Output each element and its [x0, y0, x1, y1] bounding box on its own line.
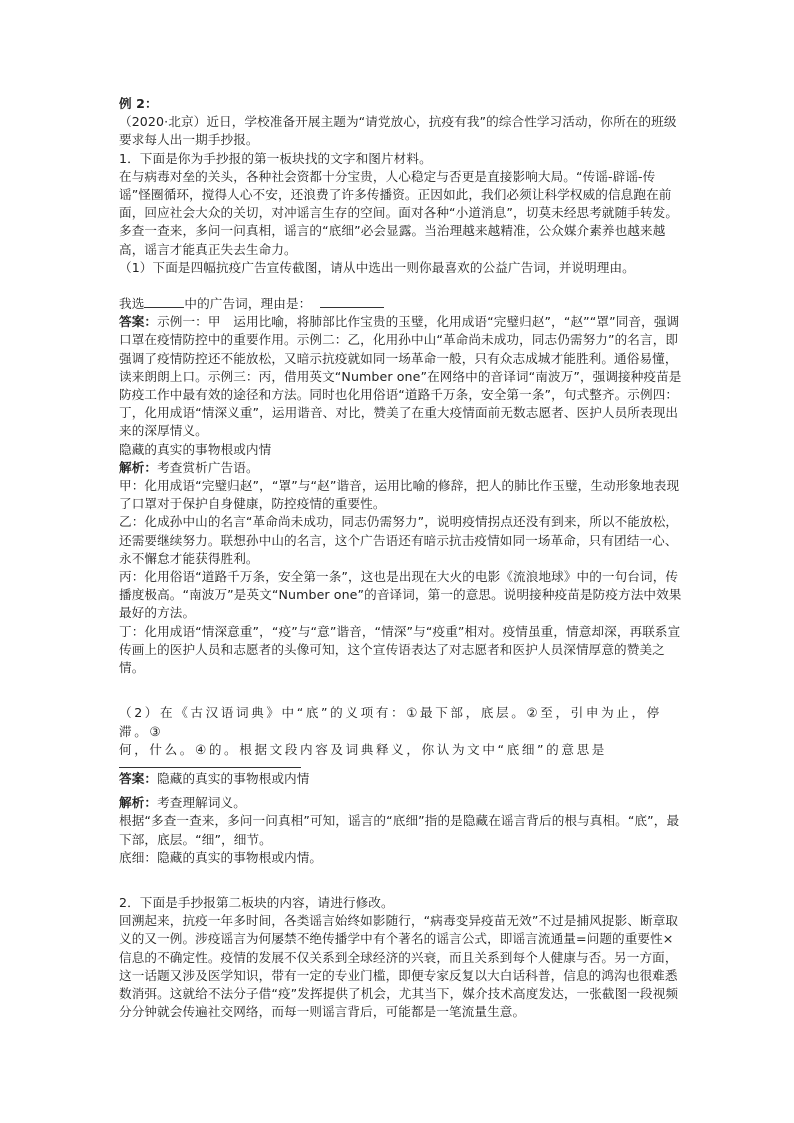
question-2-passage: 回溯起来，抗疫一年多时间，各类谣言始终如影随行，“病毒变异疫苗无效”不过是捕风捉影、断章取义的又一例。涉疫谣言为何屡禁不绝传播学中有个著名的谣言公式，即谣言流通量=问题的重要性×信息的不确定性。疫情的发展不仅关系到全球经济的兴衰，而且关系到每个人健康与否。另一方面，这一话题又涉及医学知识，带有一定的专业门槛，即便专家反复以大白话科普，信息的鸿沟也很难悉数消弭。这就给不法分子借“疫”发挥提供了机会，尤其当下，媒介技术高度发达，一张截图一段视频分分钟就会传遍社交网络，而每一则谣言背后，可能都是一笔流量生意。	[119, 913, 679, 1020]
sub-1-answer-extra: 隐藏的真实的事物根或内情	[119, 441, 272, 457]
answer-text: 示例一：甲 运用比喻，将肺部比作宝贵的玉璧，化用成语“完璧归赵”，“赵”“罩”同音，强调口罩在疫情防控中的重要作用。示例二：乙，化用孙中山“革命尚未成功，同志仍需努力”的名言，即强调了疫情防控还不能放松，又暗示抗疫就如同一场革命一般，只有众志成城才能胜利。通俗易懂，读来朗朗上口。示例三：丙，借用英文“Number one”在网络中的音译词“南波万”，强调接种疫苗是防疫工作中最有效的途径和方法。同时也化用俗语“道路千万条，安全第一条”，句式整齐。示例四：丁，化用成语“情深义重”，运用谐音、对比，赞美了在重大疫情面前无数志愿者、医护人员所表现出来的深厚情义。	[119, 314, 682, 439]
question-1-heading: 1．下面是你为手抄报的第一板块找的文字和图片材料。	[119, 150, 432, 166]
analysis-item-jia: 甲：化用成语“完璧归赵”，“罩”与“赵”谐音，运用比喻的修辞，把人的肺比作玉璧，生动形象地表现了口罩对于保护自身健康，防控疫情的重要性。	[119, 478, 680, 512]
choice-blank[interactable]	[144, 295, 184, 308]
sub-2-answer	[119, 770, 682, 788]
answer-label: 答案：	[119, 770, 158, 786]
fill-in-line	[119, 295, 682, 313]
analysis-item-yi: 乙：化成孙中山的名言“革命尚未成功，同志仍需努力”，说明疫情拐点还没有到来，所以不能放松，还需要继续努力。联想孙中山的名言，这个广告语还有暗示抗击疫情如同一场革命，只有团结一心、永不懈怠才能获得胜利。	[119, 514, 679, 566]
question-2-heading: 2．下面是手抄报第二板块的内容，请进行修改。	[119, 894, 394, 910]
answer-text: 隐藏的真实的事物根或内情	[157, 770, 310, 786]
sub-question-2-line-1: （2）在《古汉语词典》中“底”的义项有：①最下部，底层。②至，引申为止，停滞。③	[119, 705, 662, 739]
analysis-item-bing: 丙：化用俗语“道路千万条，安全第一条”，这也是出现在大火的电影《流浪地球》中的一句台词，传播度极高。“南波万”是英文“Number one”的音译词，第一的意思。说明接种疫苗是防疫方法中效果最好的方法。	[119, 569, 682, 621]
analysis-intro: 考查理解词义。	[157, 795, 246, 811]
answer-blank-line[interactable]	[119, 759, 301, 768]
document-page	[119, 95, 682, 1021]
answer-label: 答案：	[119, 314, 158, 330]
sub-question-1: （1）下面是四幅抗疫广告宣传截图，请从中选出一则你最喜欢的公益广告词，并说明理由。	[119, 259, 635, 275]
sub-question-2-line-2: 何，什么。④的。根据文段内容及词典释义，你认为文中“底细”的意思是	[119, 741, 607, 757]
sub-2-analysis-text: 根据“多查一查来，多问一问真相”可知，谣言的“底细”指的是隐藏在谣言背后的根与真相。“底”，最下部，底层。“细”，细节。	[119, 813, 680, 847]
sub-2-conclusion: 底细：隐藏的真实的事物根或内情。	[119, 849, 323, 865]
reason-blank[interactable]	[320, 295, 384, 308]
question-1-passage: 在与病毒对垒的关头，各种社会资都十分宝贵，人心稳定与否更是直接影响大局。“传谣-辟谣-传谣”怪圈循环，搅得人心不安，还浪费了许多传播资。正因如此，我们必须让科学权威的信息跑在前面，回应社会大众的关切，对冲谣言生存的空间。面对各种“小道消息”，切莫未经思考就随手转发。多查一查来，多问一问真相，谣言的“底细”必会显露。当治理越来越精准，公众媒介素养也越来越高，谣言才能真正失去生命力。	[119, 168, 679, 257]
analysis-intro: 考查赏析广告语。	[157, 459, 259, 475]
fill-mid: 中的广告词，理由是：	[184, 296, 312, 312]
sub-1-analysis	[119, 459, 682, 477]
example-title: 例 2：	[119, 96, 158, 111]
analysis-label: 解析：	[119, 795, 158, 811]
fill-prefix: 我选	[119, 296, 145, 312]
analysis-label: 解析：	[119, 459, 158, 475]
analysis-item-ding: 丁：化用成语“情深意重”，“疫”与“意”谐音，“情深”与“疫重”相对。疫情虽重，情意却深，再联系宣传画上的医护人员和志愿者的头像可知，这个宣传语表达了对志愿者和医护人员深情厚意的赞美之情。	[119, 623, 681, 676]
sub-1-answer	[119, 313, 682, 440]
sub-2-analysis	[119, 794, 682, 812]
intro-paragraph: （2020·北京）近日，学校准备开展主题为“请党放心，抗疫有我”的综合性学习活动，你所在的班级要求每人出一期手抄报。	[119, 114, 677, 148]
